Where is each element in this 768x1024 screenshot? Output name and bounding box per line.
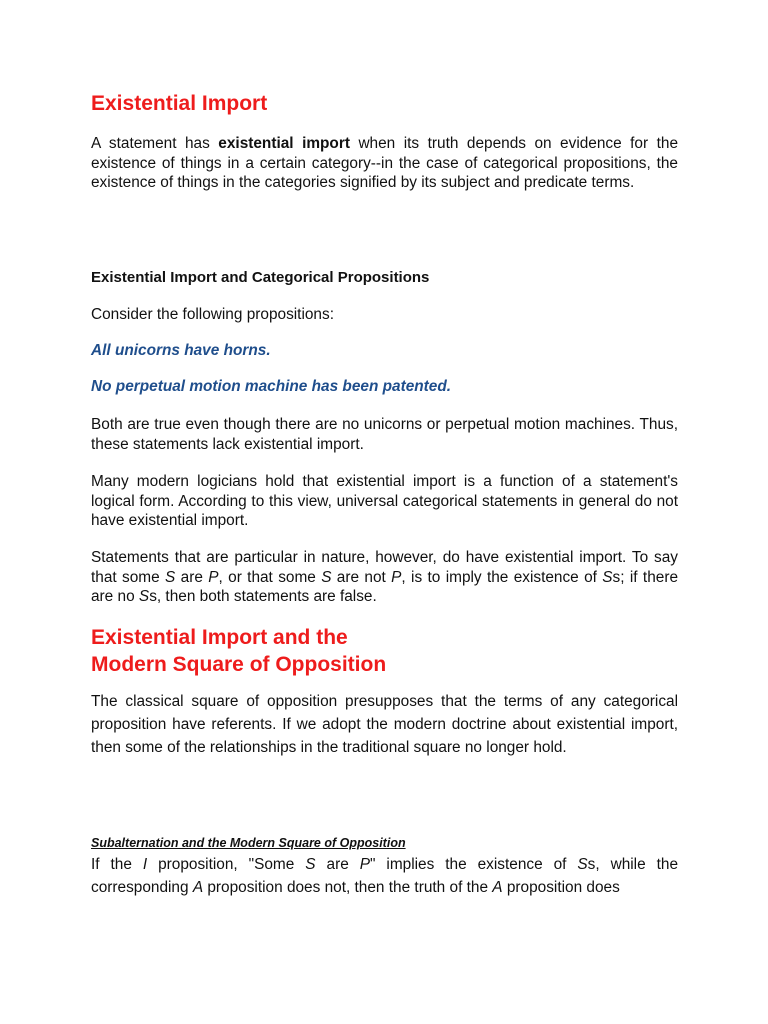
intro-text-1: A statement has bbox=[91, 135, 219, 152]
subalternation-text-5: s, while the corresponding bbox=[91, 856, 679, 896]
particular-text-4: are not bbox=[331, 568, 392, 586]
variable-s: S bbox=[602, 568, 613, 586]
intro-bold-term: existential import bbox=[218, 135, 350, 152]
subalternation-text-4: " implies the existence of bbox=[369, 856, 578, 873]
example-proposition-1: All unicorns have horns. bbox=[91, 342, 271, 359]
modern-logicians-paragraph: Many modern logicians hold that existential import is a function of a statement's logical form. According to this view, universal categorical statements in general do not have existential import. bbox=[91, 473, 678, 530]
section2-heading-line2: Modern Square of Opposition bbox=[91, 653, 387, 676]
particular-text-5: , is to imply the existence of bbox=[401, 568, 603, 586]
section2-heading bbox=[91, 624, 386, 678]
intro-text-2: when its truth depends on evidence for the existence of things in a certain category--in the case of categorical propositions, the existence of things in the categories signified by its subject and predicate terms. bbox=[91, 135, 679, 192]
section2-heading-line1: Existential Import and the bbox=[91, 626, 348, 649]
variable-s: S bbox=[165, 568, 176, 586]
variable-p: P bbox=[208, 568, 219, 586]
particular-text-7: s, then both statements are false. bbox=[149, 588, 377, 606]
page-title: Existential Import bbox=[91, 92, 268, 115]
subalternation-text-6: proposition does not, then the truth of the bbox=[203, 879, 493, 896]
consider-paragraph: Consider the following propositions: bbox=[91, 306, 334, 323]
variable-s: S bbox=[138, 588, 150, 606]
particular-text-6: s; if there are no bbox=[91, 568, 678, 606]
subalternation-text-1: If the bbox=[91, 856, 143, 873]
variable-a: A bbox=[192, 879, 204, 896]
particular-text-2: are bbox=[175, 568, 209, 586]
variable-s: S bbox=[321, 568, 332, 586]
section1-heading: Existential Import and Categorical Propositions bbox=[91, 269, 430, 286]
subalternation-paragraph bbox=[91, 853, 678, 899]
variable-p: P bbox=[359, 856, 370, 873]
subalternation-text-3: are bbox=[315, 856, 360, 873]
classical-square-paragraph: The classical square of opposition presupposes that the terms of any categorical proposition have referents. If we adopt the modern doctrine about existential import, then some of the relationships in the traditional square no longer hold. bbox=[91, 693, 678, 756]
particular-paragraph bbox=[91, 548, 678, 607]
both-true-paragraph: Both are true even though there are no unicorns or perpetual motion machines. Thus, these statements lack existential import. bbox=[91, 416, 678, 453]
variable-i: I bbox=[142, 856, 148, 873]
variable-a: A bbox=[492, 879, 503, 896]
intro-paragraph bbox=[91, 134, 678, 193]
subalternation-text-2: proposition, "Some bbox=[147, 856, 306, 873]
particular-text-1: Statements that are particular in nature, however, do have existential import. To say that some bbox=[91, 549, 678, 586]
subalternation-heading: Subalternation and the Modern Square of Opposition bbox=[91, 836, 406, 850]
subalternation-text-7: proposition does bbox=[502, 879, 620, 896]
variable-s: S bbox=[577, 856, 588, 873]
variable-s: S bbox=[305, 856, 316, 873]
example-proposition-2: No perpetual motion machine has been patented. bbox=[91, 378, 452, 395]
variable-p: P bbox=[391, 568, 402, 586]
particular-text-3: , or that some bbox=[218, 568, 322, 586]
